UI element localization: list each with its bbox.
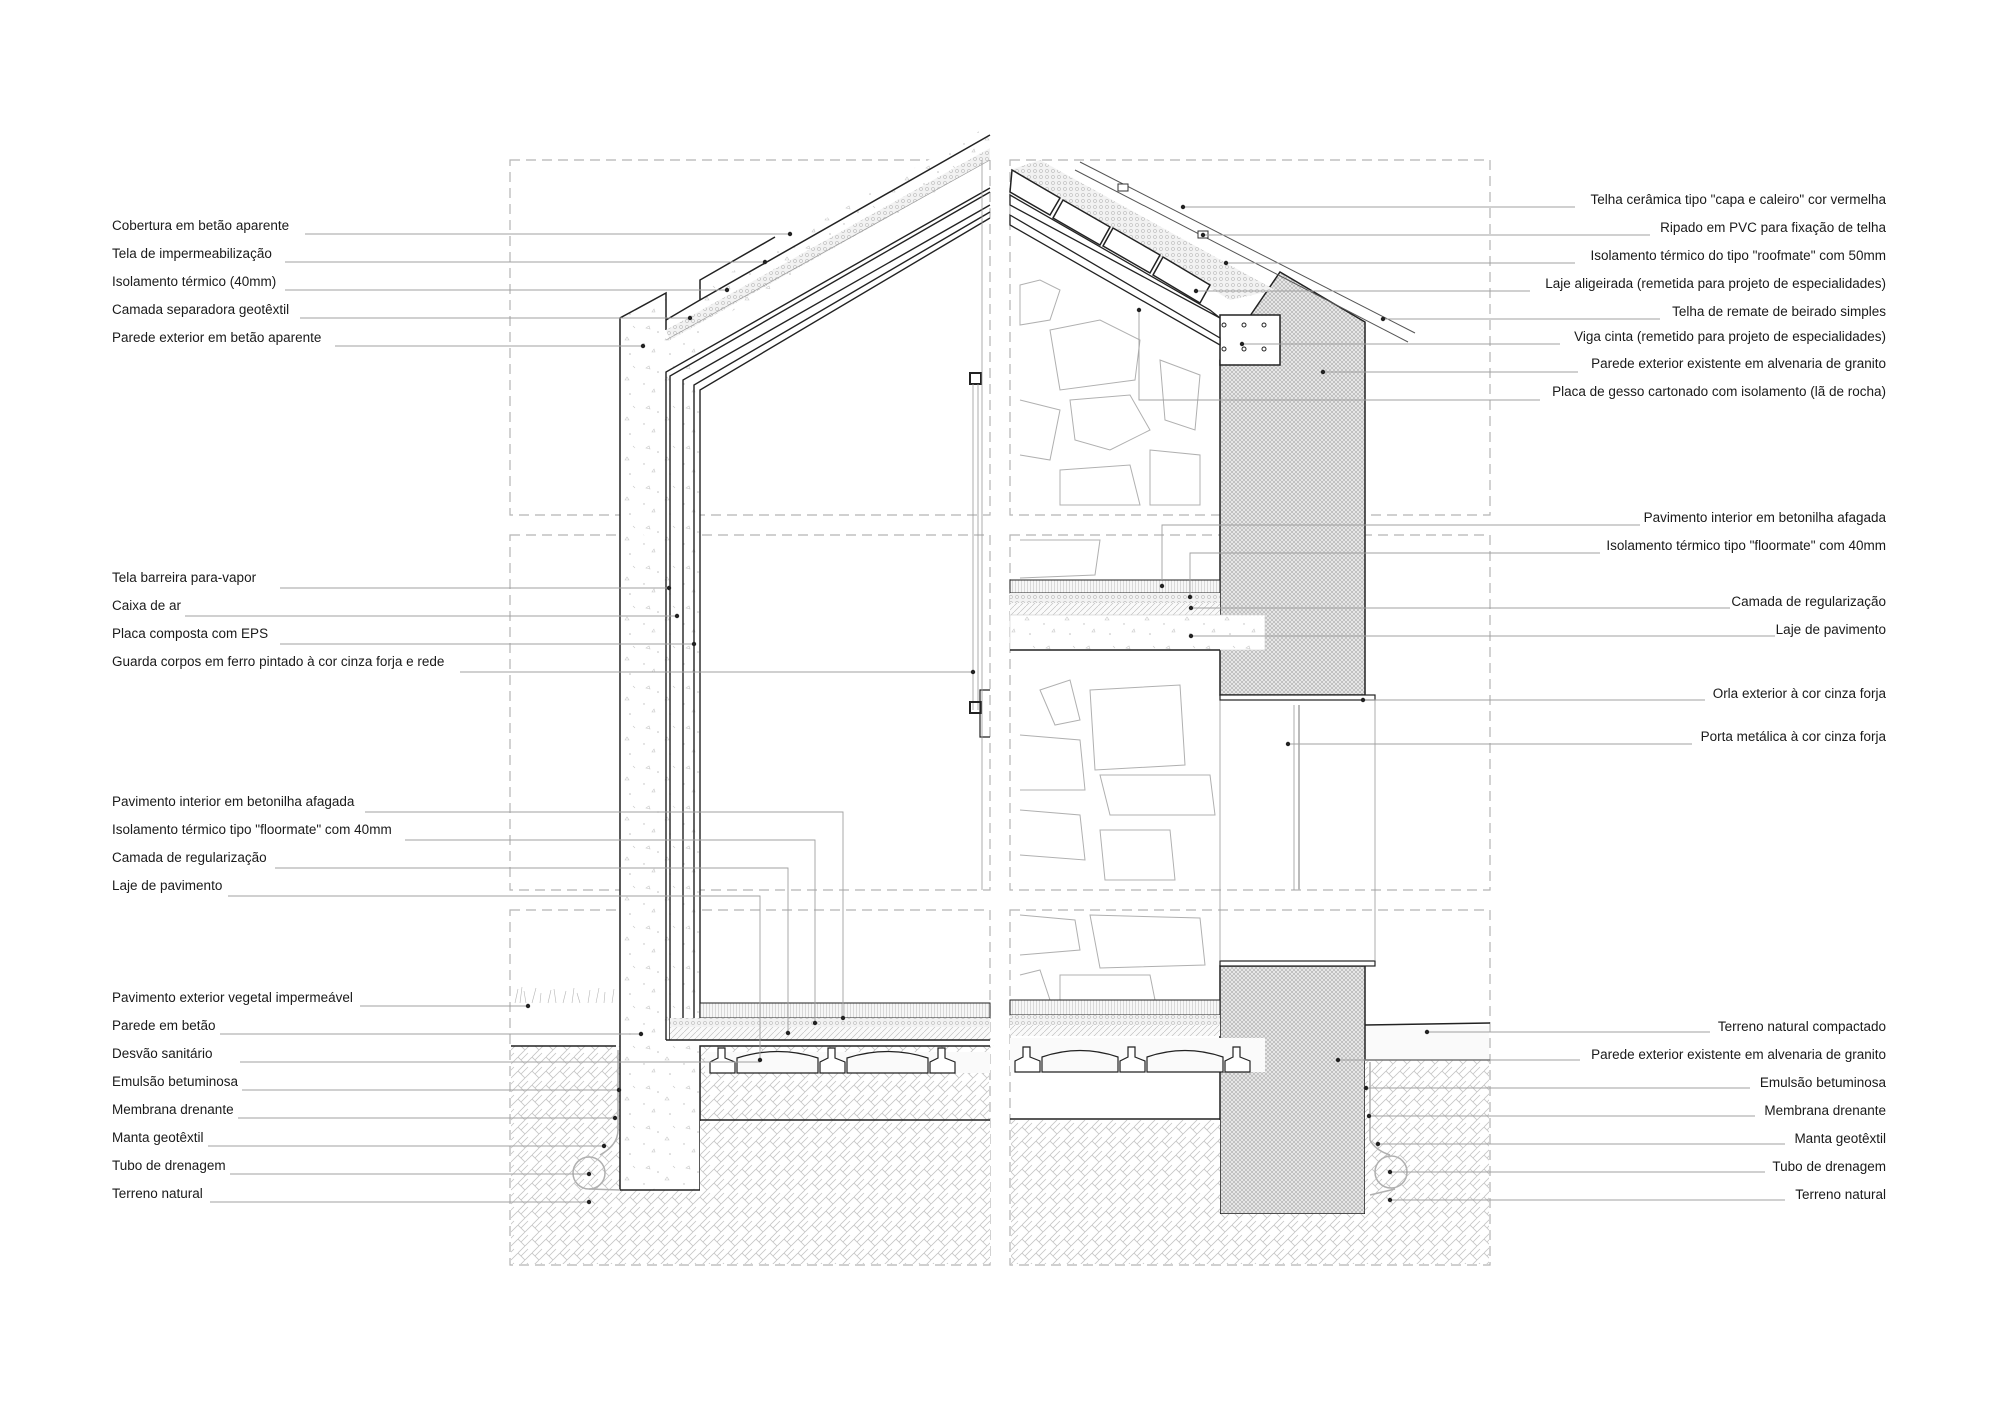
label-camada-regularizacao-r: Camada de regularização — [1731, 594, 1886, 609]
label-tubo-drenagem-r: Tubo de drenagem — [1772, 1159, 1886, 1174]
label-viga-cinta: Viga cinta (remetido para projeto de especialidades) — [1574, 329, 1886, 344]
label-membrana-drenante: Membrana drenante — [112, 1102, 234, 1117]
label-parede-exterior-betao: Parede exterior em betão aparente — [112, 330, 322, 345]
label-caixa-de-ar: Caixa de ar — [112, 598, 182, 613]
railing — [970, 160, 990, 890]
label-tela-impermeabilizacao: Tela de impermeabilização — [112, 246, 272, 261]
label-tela-barreira: Tela barreira para-vapor — [112, 570, 257, 585]
label-parede-em-betao: Parede em betão — [112, 1018, 216, 1033]
right-existing-granite-wall-lower — [1220, 966, 1365, 1214]
label-pavimento-interior: Pavimento interior em betonilha afagada — [112, 794, 355, 809]
label-membrana-drenante-r: Membrana drenante — [1764, 1103, 1886, 1118]
label-pavimento-interior-r: Pavimento interior em betonilha afagada — [1643, 510, 1886, 525]
label-manta-geotextil-r: Manta geotêxtil — [1794, 1131, 1886, 1146]
label-guarda-corpos: Guarda corpos em ferro pintado à cor cinza forja e rede — [112, 654, 445, 669]
label-pavimento-exterior-vegetal: Pavimento exterior vegetal impermeável — [112, 990, 353, 1005]
label-laje-pavimento-r: Laje de pavimento — [1775, 622, 1886, 637]
label-isolamento-floormate: Isolamento térmico tipo "floormate" com 40mm — [112, 822, 392, 837]
label-parede-granito-r: Parede exterior existente em alvenaria de granito — [1591, 1047, 1886, 1062]
label-laje-aligeirada: Laje aligeirada (remetida para projeto de especialidades) — [1545, 276, 1886, 291]
label-emulsao-betuminosa-r: Emulsão betuminosa — [1759, 1075, 1886, 1090]
label-terreno-compactado: Terreno natural compactado — [1717, 1019, 1886, 1034]
label-camada-separadora: Camada separadora geotêxtil — [112, 302, 290, 317]
label-emulsao-betuminosa: Emulsão betuminosa — [112, 1074, 239, 1089]
label-terreno-natural: Terreno natural — [112, 1186, 203, 1201]
label-porta-metalica: Porta metálica à cor cinza forja — [1700, 729, 1886, 744]
label-orla-exterior: Orla exterior à cor cinza forja — [1712, 686, 1886, 701]
label-desvao-sanitario: Desvão sanitário — [112, 1046, 213, 1061]
label-cobertura: Cobertura em betão aparente — [112, 218, 290, 233]
label-manta-geotextil: Manta geotêxtil — [112, 1130, 204, 1145]
label-isolamento-roofmate: Isolamento térmico do tipo "roofmate" com 50mm — [1590, 248, 1886, 263]
label-telha-remate: Telha de remate de beirado simples — [1672, 304, 1886, 319]
label-terreno-natural-r: Terreno natural — [1795, 1187, 1886, 1202]
label-ripado-pvc: Ripado em PVC para fixação de telha — [1660, 220, 1886, 235]
label-parede-granito: Parede exterior existente em alvenaria de granito — [1591, 356, 1886, 371]
label-laje-pavimento: Laje de pavimento — [112, 878, 223, 893]
label-tubo-drenagem: Tubo de drenagem — [112, 1158, 226, 1173]
grass — [515, 987, 614, 1003]
label-telha-ceramica: Telha cerâmica tipo "capa e caleiro" cor vermelha — [1590, 192, 1886, 207]
label-camada-regularizacao: Camada de regularização — [112, 850, 267, 865]
label-placa-eps: Placa composta com EPS — [112, 626, 269, 641]
label-isolamento-termico: Isolamento térmico (40mm) — [112, 274, 277, 289]
label-placa-gesso: Placa de gesso cartonado com isolamento (lã de rocha) — [1552, 384, 1886, 399]
label-isolamento-floormate-r: Isolamento térmico tipo "floormate" com 40mm — [1606, 538, 1886, 553]
